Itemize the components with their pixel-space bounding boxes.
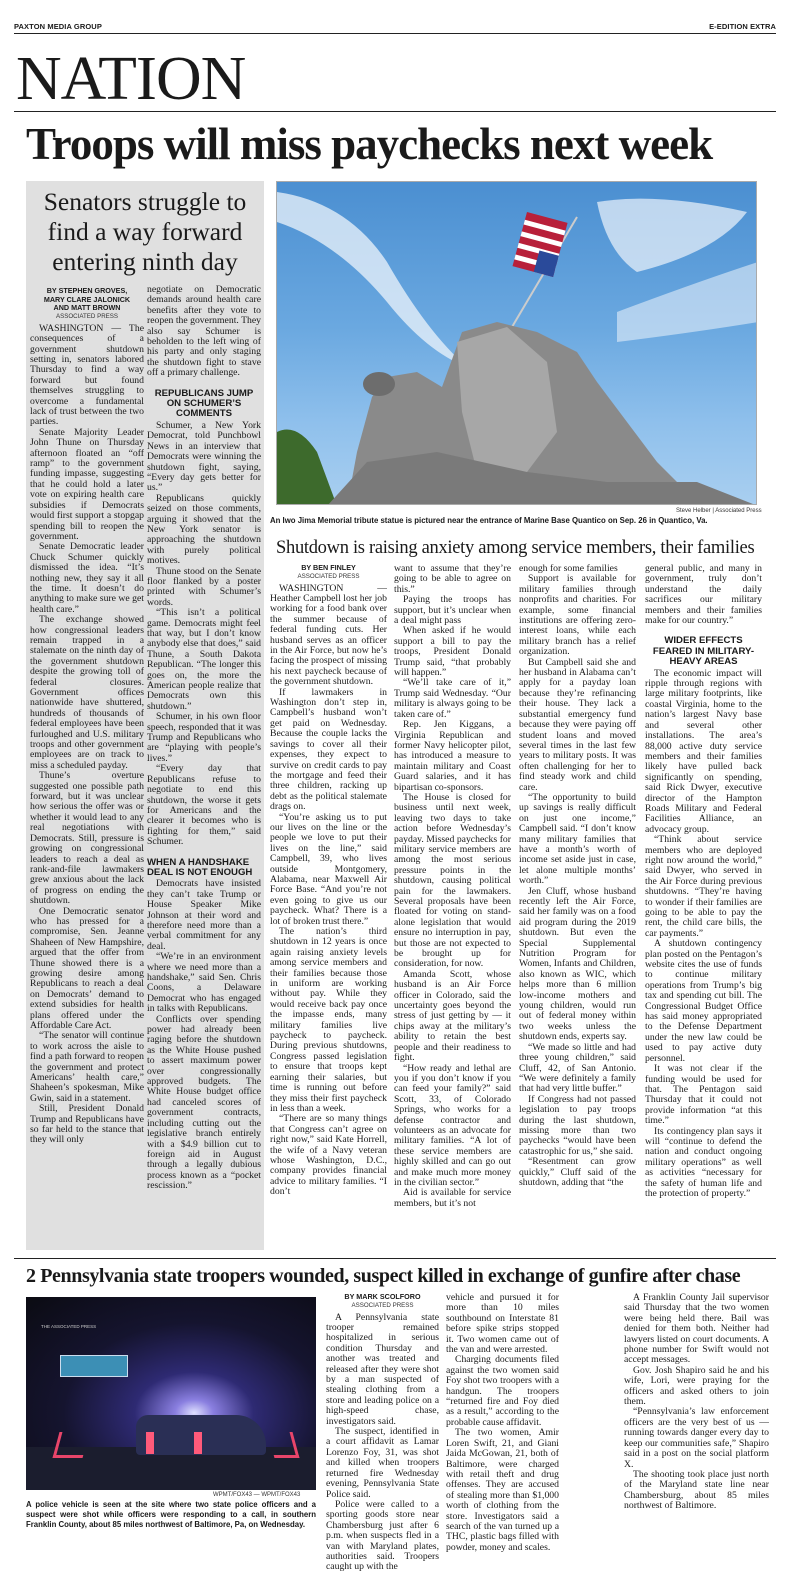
paragraph: general public, and many in government, truly don’t understand the daily sacrifices our military members and their families make for our country.”: [645, 563, 762, 627]
paragraph: Gov. Josh Shapiro said he and his wife, Lori, were praying for the officers and asked others to join them.: [624, 1364, 769, 1408]
paragraph: One Democratic senator who has pressed for a compromise, Sen. Jeanne Shaheen of New Hampshire, argued that the offer from Thune showed there is a growing desire among Republicans to reach a deal on Democrats’ demand to extend subsidies for health plans offered under the Affordable Care Act.: [30, 905, 144, 1031]
paragraph: Senate Majority Leader John Thune on Thursday afternoon floated an “off ramp” to the government funding impasse, suggesting that he could hold a later vote on expiring health care subsidies if Democrats would first support a stopgap spending bill to reopen the government.: [30, 426, 144, 542]
paragraph: Thune stood on the Senate floor flanked by a poster printed with Schumer’s words.: [147, 565, 261, 608]
photo-caption: An Iwo Jima Memorial tribute statue is pictured near the entrance of Marine Base Quantico on Sep. 26 in Quantico, Va.: [270, 516, 708, 525]
paragraph: The two women, Amir Loren Swift, 21, and Giani Jaida McGowan, 21, both of Baltimore, were charged with retail theft and drug offenses. They are accused of stealing more than $1,000 worth of clothing from the store. Investigators said a search of the van turned up a THC, plastic bags filled with powder, money and scales.: [446, 1427, 559, 1553]
byline: [30, 287, 144, 313]
article-body: [147, 285, 261, 1192]
article-body: [270, 584, 387, 1198]
iwo-jima-statue-photo: [276, 181, 757, 505]
paragraph: It was not clear if the funding would be used for that. The Pentagon said Thursday that it could not provide information “at this time.”: [645, 1063, 762, 1127]
sidebar-column-1: [30, 287, 144, 1146]
story-headline: 2 Pennsylvania state troopers wounded, suspect killed in exchange of gunfire after chase: [26, 1265, 741, 1287]
paragraph: “There are so many things that Congress can’t agree on right now,” said Kate Horrell, the wife of a Navy veteran whose Washington, D.C., company provides financial advice to military families. “I don’t: [270, 1113, 387, 1198]
paragraph: “You’re asking us to put our lives on the line or the people we love to put their lives on the line,” said Campbell, 39, who lives outside Montgomery, Alabama, near Maxwell Air Force Base. “And you’re not even going to give us our paycheck. What? There is a lot of broken trust there.”: [270, 811, 387, 927]
section-divider: [14, 111, 776, 112]
sidebar-story: [26, 181, 264, 1250]
paragraph: Support is available for military families through nonprofits and charities. For example, some financial institutions are offering zero-interest loans, while each military branch has a relief organization.: [519, 573, 636, 658]
article-body: [30, 324, 144, 1146]
story-column-4: [645, 564, 762, 1199]
paragraph: Police were called to a sporting goods store near Chambersburg just after 6 p.m. when suspects fled in a van with Maryland plates, authorities said. Troopers caught up with the: [326, 1498, 439, 1573]
paragraph: The suspect, identified in a court affidavit as Lamar Lorenzo Foy, 31, was shot and killed when troopers returned fire Wednesday evening, Pennsylvania State Police said.: [326, 1426, 439, 1500]
paragraph: Rep. Jen Kiggans, a Virginia Republican and former Navy helicopter pilot, has introduced a measure to maintain military and Coast Guard salaries, and it has bipartisan co-sponsors.: [394, 719, 511, 793]
main-headline: Troops will miss paychecks next week: [26, 119, 713, 169]
agency-credit: ASSOCIATED PRESS: [351, 1301, 414, 1309]
article-body: [624, 1293, 769, 1512]
byline-line: AND MATT BROWN: [53, 303, 121, 313]
paragraph: vehicle and pursued it for more than 10 miles southbound on Interstate 81 before spike strips stopped it. Two women came out of the van and were arrested.: [446, 1292, 559, 1356]
paragraph: Schumer, a New York Democrat, told Punchbowl News in an interview that Democrats were winning the shutdown fight, saying, “Every day gets better for us.”: [147, 419, 261, 494]
story-column-3: [624, 1293, 769, 1512]
paragraph: “The senator will continue to work across the aisle to find a path forward to reopen the government and protect Americans’ health care,” Shaheen’s spokesman, Mike Gwin, said in a statement.: [30, 1030, 144, 1104]
paragraph: Still, President Donald Trump and Republicans have so far held to the stance that they will only: [30, 1103, 144, 1146]
article-body: [519, 564, 636, 1188]
publisher-name: PAXTON MEDIA GROUP: [14, 22, 102, 31]
paragraph: A Pennsylvania state trooper remained hospitalized in serious condition Thursday and another was treated and released after they were shot by a man suspected of stealing clothing from a store and leading police on a high-speed chase, investigators said.: [326, 1311, 439, 1427]
photo-watermark: THE ASSOCIATED PRESS: [41, 1324, 97, 1329]
paragraph: WASHINGTON — The consequences of a government shutdown setting in, senators labored Thursday to find a way forward but found themselves struggling to overcome a fundamental lack of trust between the two parties.: [30, 322, 144, 428]
paragraph: want to assume that they’re going to be able to agree on this.”: [394, 563, 511, 595]
story-column-1: [270, 564, 387, 1198]
paragraph: Its contingency plan says it will “continue to defend the nation and conduct ongoing military operations” as well as activities “necessary for the safety of human life and the protection of property.”: [645, 1125, 762, 1199]
paragraph: The economic impact will ripple through regions with large military footprints, like coastal Virginia, home to the nation’s largest Navy base and several other installations. The area’s 88,000 active duty service members and their families likely have pulled back significantly on spending, said Rick Dwyer, executive director of the Hampton Roads Military and Federal Facilities Alliance, an advocacy group.: [645, 667, 762, 835]
story-column-1: [326, 1293, 439, 1573]
paragraph: “We’ll take care of it,” Trump said Wednesday. “Our military is always going to be taken care of.”: [394, 677, 511, 720]
paragraph: negotiate on Democratic demands around health care benefits after they vote to reopen the government. They also say Schumer is beholden to the left wing of his party and only staging the shutdown fight to stave off a primary challenge.: [147, 284, 261, 379]
paragraph: “We made so little and had three young children,” said Cluff, 42, of San Antonio. “We were definitely a family that had very little buffer.”: [519, 1041, 636, 1095]
photo-credit: Steve Helber | Associated Press: [676, 508, 762, 514]
byline-line: BY STEPHEN GROVES,: [46, 286, 128, 295]
paragraph: “Think about service members who are deployed right now around the world,” said Dwyer, who served in the Air Force during previous shutdowns. “They’re having to wonder if their families are going to be able to pay the rent, the child care bills, the car payments.”: [645, 834, 762, 939]
paragraph: Aid is available for service members, but it’s not: [394, 1187, 511, 1209]
paragraph: Charging documents filed against the two women said Foy shot two troopers with a handgun. The troopers “returned fire and Foy died as a result,” according to the probable cause affidavit.: [446, 1354, 559, 1428]
photo-caption: A police vehicle is seen at the site where two state police officers and a suspect were shot while officers were responding to a call, in southern Franklin County, about 85 miles northwest of Baltimore, Pa, on Wednesday.: [26, 1500, 316, 1529]
paragraph: Paying the troops has support, but it’s unclear when a deal might pass: [394, 594, 511, 627]
story-divider: [14, 1258, 776, 1259]
paragraph: enough for some families: [519, 563, 618, 574]
paragraph: A shutdown contingency plan posted on the Pentagon’s website cites the use of funds to continue military operations from Trump’s big tax and spending cut bill. The Congressional Budget Office has said money appropriated to the Defense Department under the new law could be used to pay active duty personnel.: [645, 938, 762, 1064]
police-scene-photo: [26, 1297, 316, 1490]
traffic-cone: [194, 1432, 202, 1454]
paragraph: “Every day that Republicans refuse to negotiate to end this shutdown, the worse it gets for Americans and the clearer it becomes who is fighting for them,” said Schumer.: [147, 763, 261, 848]
paragraph: But Campbell said she and her husband in Alabama can’t apply for a payday loan because they’re refinancing their house. They lack a substantial emergency fund because they were paying off student loans and moved several times in the last few years to military posts. It was often challenging for her to find steady work and child care.: [519, 656, 636, 793]
article-body: [394, 564, 511, 1209]
byline: BY MARK SCOLFORO: [344, 1292, 421, 1301]
paragraph: Republicans quickly seized on those comments, arguing it showed that the New York senator is approaching the shutdown with purely political motives.: [147, 492, 261, 567]
paragraph: Conflicts over spending power had already been raging before the shutdown as the White House pushed to assert maximum power over congressionally approved budgets. The White House budget office had canceled scores of government contracts, including cutting out the legislative branch entirely with a $4.9 billion cut to foreign aid in August through a legally dubious process known as a “pocket rescission.”: [147, 1013, 261, 1192]
paragraph: “How ready and lethal are you if you don’t know if you can feed your family?” said Scott, 33, of Colorado Springs, who works for a defense contractor and volunteers as an advocate for military families. “A lot of these service members are highly skilled and can go out and make much more money in the civilian sector.”: [394, 1062, 511, 1188]
subhead: WHEN A HANDSHAKE DEAL IS NOT ENOUGH: [147, 856, 253, 878]
paragraph: If lawmakers in Washington don’t step in, Campbell’s husband won’t get paid on Wednesday. Because the couple lacks the savings to cover all their expenses, they expect to survive on credit cards to pay the mortgage and feed their three children, racking up debt as the political stalemate drags on.: [270, 686, 387, 813]
sidebar-headline: Senators struggle to find a way forward entering ninth day: [43, 187, 247, 276]
article-body: [326, 1313, 439, 1573]
paragraph: “We’re in an environment where we need more than a handshake,” said Sen. Chris Coons, a Delaware Democrat who has engaged in talks with Republicans.: [147, 951, 261, 1015]
agency-credit: ASSOCIATED PRESS: [297, 572, 360, 580]
paragraph: Jen Cluff, whose husband recently left the Air Force, said her family was on a food aid program during the 2019 shutdown. But even the Special Supplemental Nutrition Program for Women, Infants and Children, also known as WIC, which helps more than 6 million low-income mothers and young children, would run out of federal money within two weeks unless the shutdown ends, experts say.: [519, 885, 636, 1043]
paragraph: The nation’s third shutdown in 12 years is once again raising anxiety levels among service members and their families because those in uniform are working without pay. While they would receive back pay once the impasse ends, many military families live paycheck to paycheck. During previous shutdowns, Congress passed legislation to ensure that troops kept earning their salaries, but time is running out before they miss their first paycheck in less than a week.: [270, 926, 387, 1114]
paragraph: “Pennsylvania’s law enforcement officers are the very best of us — running towards danger every day to keep our communities safe,” Shapiro said in a post on the social platform X.: [624, 1406, 769, 1470]
paragraph: Democrats have insisted they can’t take Trump or House Speaker Mike Johnson at their word and therefore need more than a verbal commitment for any deal.: [147, 878, 261, 952]
story-column-2: [446, 1293, 559, 1553]
story-headline: Shutdown is raising anxiety among service members, their families: [276, 538, 755, 558]
paragraph: When asked if he would support a bill to pay the troops, President Donald Trump said, “that probably will happen.”: [394, 625, 511, 679]
paragraph: Senate Democratic leader Chuck Schumer quickly dismissed the idea. “It’s nothing new, they say it all the time. It doesn’t do anything to make sure we get health care.”: [30, 541, 144, 615]
paragraph: A Franklin County Jail supervisor said Thursday that the two women were being held there. Bail was denied for them both. Neither had lawyers listed on court documents. A phone number for Swift would not accept messages.: [624, 1292, 769, 1366]
paragraph: Amanda Scott, whose husband is an Air Force officer in Colorado, said the uncertainty goes beyond the stress of just getting by — it chips away at the military’s ability to retain the best people and their readiness to fight.: [394, 968, 511, 1064]
story-column-2: [394, 564, 511, 1209]
byline: BY BEN FINLEY: [301, 563, 356, 572]
traffic-cone: [146, 1432, 154, 1454]
paragraph: “Resentment can grow quickly,” Cluff said of the shutdown, adding that “the: [519, 1156, 636, 1188]
photo-credit: WPMT/FOX43 — WPMT/FOX43: [213, 1492, 301, 1498]
paragraph: WASHINGTON — Heather Campbell lost her job working for a food bank over the summer because of federal funding cuts. Her husband serves as an officer in the Air Force, but now he’s facing the prospect of missing his next paycheck because of the government shutdown.: [270, 582, 387, 688]
article-body: [645, 564, 762, 1199]
paragraph: “The opportunity to build up savings is really difficult on just one income,” Campbell said. “I don’t know many military families that have a month’s worth of income set aside just in case, let alone multiple months’ worth.”: [519, 791, 636, 887]
paragraph: If Congress had not passed legislation to pay troops during the last shutdown, missing more than two paychecks “would have been catastrophic for us,” she said.: [519, 1093, 636, 1157]
article-body: [446, 1293, 559, 1553]
byline-line: MARY CLARE JALONICK: [43, 294, 131, 304]
paragraph: The shooting took place just north of the Maryland state line near Chambersburg, about 85 miles northwest of Baltimore.: [624, 1468, 769, 1512]
story-column-3: [519, 564, 636, 1188]
agency-credit: ASSOCIATED PRESS: [55, 312, 119, 320]
paragraph: Thune’s overture suggested one possible path forward, but it was unclear how serious the offer was or whether it would lead to any real negotiations with Democrats. Still, pressure is growing on congressional leaders to reach a deal as rank-and-file lawmakers grew anxious about the lack of progress on ending the shutdown.: [30, 770, 144, 907]
paragraph: The House is closed for business until next week, leaving two days to take action before Wednesday’s payday. Missed paychecks for military service members are among the most serious pressure points in the shutdown, causing political pain for the lawmakers. Several proposals have been floated for voting on stand-alone legislation that would ensure no interruption in pay, but those are not expected to be brought up for consideration, for now.: [394, 791, 511, 970]
section-title: NATION: [16, 45, 246, 113]
statue-illustration: [277, 182, 757, 505]
paragraph: The exchange showed how congressional leaders remain trapped in a stalemate on the ninth day of the government shutdown despite the growing toll of federal closures. Government offices nationwide have shuttered, hundreds of thousands of federal employees have been furloughed and U.S. military troops and other government employees are on track to miss a scheduled payday.: [30, 614, 144, 771]
edition-label: E-EDITION EXTRA: [709, 22, 776, 31]
subhead: WIDER EFFECTS FEARED IN MILITARY-HEAVY AREAS: [652, 635, 755, 668]
masthead-bar: [14, 20, 776, 34]
sidebar-column-2: [147, 285, 261, 1192]
paragraph: Schumer, in his own floor speech, responded that it was Trump and Republicans who are “playing with people’s lives.”: [147, 711, 261, 764]
subhead: REPUBLICANS JUMP ON SCHUMER’S COMMENTS: [154, 387, 254, 420]
paragraph: “This isn’t a political game. Democrats might feel that way, but I don’t know anybody else that does,” said Thune, a South Dakota Republican. “The longer this goes on, the more the American people realize that Democrats own this shutdown.”: [147, 607, 261, 712]
road-sign: [60, 1355, 128, 1377]
